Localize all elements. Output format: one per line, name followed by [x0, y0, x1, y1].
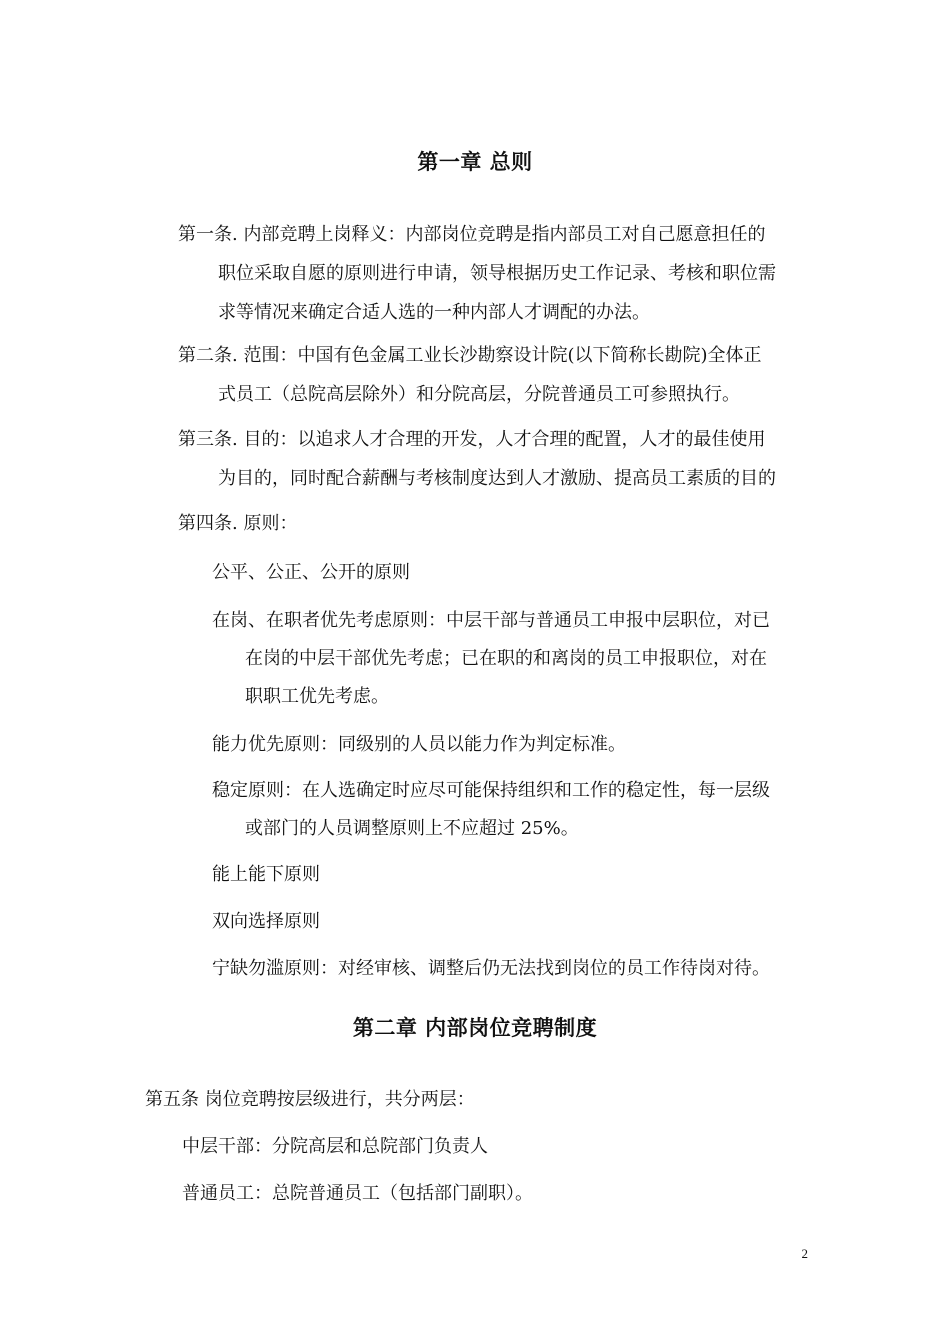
principle-2-line-1: 在岗、在职者优先考虑原则：中层干部与普通员工申报中层职位，对已 — [212, 610, 770, 631]
page-number: 2 — [801, 1246, 808, 1261]
principle-6: 双向选择原则 — [212, 911, 320, 932]
principle-5: 能上能下原则 — [212, 864, 320, 885]
principle-2-line-2: 在岗的中层干部优先考虑；已在职的和离岗的员工申报职位，对在 — [245, 648, 767, 669]
principle-2-line-3: 职职工优先考虑。 — [245, 686, 389, 707]
chapter-2-title: 第二章 内部岗位竞聘制度 — [352, 1015, 598, 1040]
article-2-line-2: 式员工（总院高层除外）和分院高层，分院普通员工可参照执行。 — [218, 384, 740, 405]
article-1-line-2: 职位采取自愿的原则进行申请，领导根据历史工作记录、考核和职位需 — [218, 263, 776, 284]
principle-1: 公平、公正、公开的原则 — [212, 562, 410, 583]
principle-4-line-1: 稳定原则：在人选确定时应尽可能保持组织和工作的稳定性，每一层级 — [212, 780, 770, 801]
article-1-line-1: 第一条. 内部竞聘上岗释义：内部岗位竞聘是指内部员工对自己愿意担任的 — [178, 224, 766, 245]
principle-7: 宁缺勿滥原则：对经审核、调整后仍无法找到岗位的员工作待岗对待。 — [212, 958, 770, 979]
principle-3: 能力优先原则：同级别的人员以能力作为判定标准。 — [212, 734, 626, 755]
level-regular-staff: 普通员工：总院普通员工（包括部门副职）。 — [182, 1183, 533, 1204]
article-3-line-1: 第三条. 目的：以追求人才合理的开发，人才合理的配置，人才的最佳使用 — [178, 429, 766, 450]
article-3-line-2: 为目的，同时配合薪酬与考核制度达到人才激励、提高员工素质的目的 — [218, 468, 776, 489]
article-5-title: 第五条 岗位竞聘按层级进行，共分两层： — [145, 1089, 475, 1110]
article-1-line-3: 求等情况来确定合适人选的一种内部人才调配的办法。 — [218, 302, 650, 323]
chapter-1-title: 第一章 总则 — [417, 149, 533, 174]
principle-4-line-2: 或部门的人员调整原则上不应超过 25%。 — [245, 818, 579, 839]
article-4-title: 第四条. 原则： — [178, 513, 298, 534]
article-2-line-1: 第二条. 范围：中国有色金属工业长沙勘察设计院(以下简称长勘院)全体正 — [178, 345, 762, 366]
level-middle-managers: 中层干部：分院高层和总院部门负责人 — [182, 1136, 488, 1157]
